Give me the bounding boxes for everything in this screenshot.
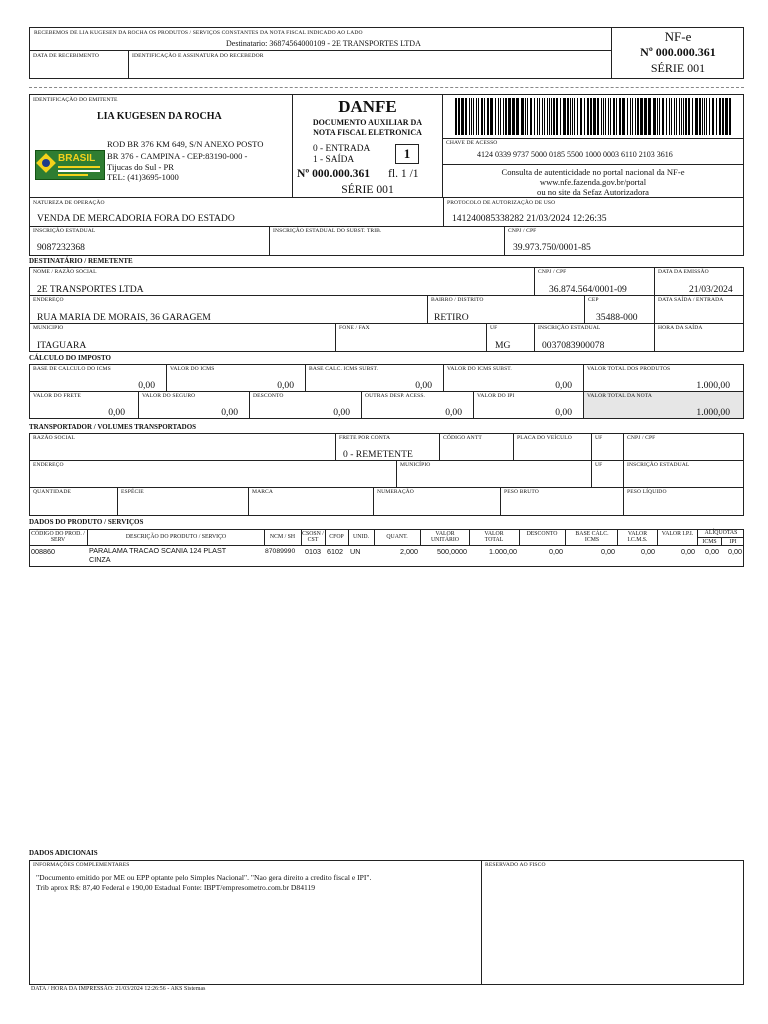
barcode-bar — [603, 98, 604, 135]
barcode-bar — [644, 98, 647, 135]
tr-quantidade-label: QUANTIDADE — [33, 489, 71, 495]
barcode-bar — [657, 98, 658, 135]
barcode-bar — [692, 98, 693, 135]
consulta-line-3: ou no site da Sefaz Autorizadora — [537, 187, 649, 197]
dest-fone-label: FONE / FAX — [339, 325, 370, 331]
barcode-bar — [630, 98, 631, 135]
barcode-bar — [560, 98, 561, 135]
th-aliquotas: ALÍQUOTAS — [704, 530, 738, 536]
imp-total-nota-value: 1.000,00 — [696, 407, 730, 418]
imp-frete-value: 0,00 — [108, 407, 125, 418]
ie-st-label: INSCRIÇÃO ESTADUAL DO SUBST. TRIB. — [273, 228, 382, 234]
dest-endereco: RUA MARIA DE MORAIS, 36 GARAGEM — [37, 312, 211, 323]
imp-ipi-value: 0,00 — [555, 407, 572, 418]
row-aliq-ipi: 0,00 — [728, 547, 742, 556]
imp-base-st-value: 0,00 — [415, 380, 432, 391]
barcode-bar — [637, 98, 639, 135]
reservado-fisco-box — [481, 860, 744, 985]
row-codigo: 008860 — [31, 547, 55, 556]
th-unid: UNID. — [353, 534, 369, 540]
dest-emissao: 21/03/2024 — [689, 284, 733, 295]
barcode-bar — [530, 98, 532, 135]
cnpj-emit-label: CNPJ / CPF — [508, 228, 537, 234]
chave-label: CHAVE DE ACESSO — [446, 140, 498, 146]
barcode-bar — [498, 98, 499, 135]
barcode-bar — [572, 98, 573, 135]
reservado-fisco-label: RESERVADO AO FISCO — [485, 862, 546, 868]
th-base-icms: BASE CÁLC. ICMS — [575, 531, 609, 544]
canhoto-ident-label: IDENTIFICAÇÃO E ASSINATURA DO RECEBEDOR — [132, 53, 264, 59]
row-base-icms: 0,00 — [601, 547, 615, 556]
row-ncm: 87089990 — [265, 548, 296, 555]
dest-uf-label: UF — [490, 325, 498, 331]
tr-razao-label: RAZÃO SOCIAL — [33, 435, 76, 441]
barcode-bar — [610, 98, 611, 135]
imp-ipi-label: VALOR DO IPI — [477, 393, 515, 399]
tr-especie-label: ESPÉCIE — [121, 489, 144, 495]
danfe-subtitle-1: DOCUMENTO AUXILIAR DA — [312, 118, 423, 127]
barcode-bar — [484, 98, 485, 135]
barcode-bar — [679, 98, 680, 135]
barcode-bar — [608, 98, 609, 135]
adicionais-section: DADOS ADICIONAIS — [29, 849, 98, 857]
canhoto-nfe: NF-e — [664, 29, 692, 44]
imp-base-st-label: BASE CALC. ICMS SUBST. — [309, 366, 379, 372]
tr-uf2-label: UF — [595, 462, 603, 468]
barcode-bar — [659, 98, 660, 135]
imp-icms-value: 0,00 — [277, 380, 294, 391]
barcode-bar — [584, 98, 585, 135]
danfe-tipo: 1 — [403, 146, 411, 161]
tr-ie-label: INSCRIÇÃO ESTADUAL — [627, 462, 690, 468]
barcode-bar — [539, 98, 540, 135]
th-valor-unitario: VALOR UNITÁRIO — [430, 531, 459, 544]
row-valor-icms: 0,00 — [641, 547, 655, 556]
row-desconto: 0,00 — [549, 547, 563, 556]
logo-globe — [42, 159, 50, 167]
dest-nome: 2E TRANSPORTES LTDA — [37, 284, 144, 295]
emitente-endereco-3: Tijucas do Sul - PR — [107, 162, 175, 172]
row-descricao-2: CINZA — [89, 555, 111, 564]
barcode-bar — [544, 98, 545, 135]
barcode-bar — [613, 98, 615, 135]
barcode-bar — [627, 98, 628, 135]
canhoto-recebemos: RECEBEMOS DE LIA KUGESEN DA ROCHA OS PRODUTOS / SERVIÇOS CONSTANTES DA NOTA FISCAL INDICADO AO LADO — [34, 30, 363, 36]
barcode-bar — [567, 98, 569, 135]
barcode-bar — [481, 98, 483, 135]
imp-total-nota-label: VALOR TOTAL DA NOTA — [587, 393, 652, 399]
barcode-bar — [597, 98, 599, 135]
th-quant: QUANT. — [386, 534, 408, 540]
natureza-value: VENDA DE MERCADORIA FORA DO ESTADO — [37, 213, 235, 224]
danfe-subtitle-2: NOTA FISCAL ELETRONICA — [313, 128, 422, 137]
dest-nome-label: NOME / RAZÃO SOCIAL — [33, 269, 97, 275]
th-valor-total: VALOR TOTAL — [484, 531, 504, 544]
barcode-bar — [465, 98, 467, 135]
barcode-bar — [725, 98, 728, 135]
info-complementares-label: INFORMAÇÕES COMPLEMENTARES — [33, 862, 130, 868]
imp-total-prod-value: 1.000,00 — [696, 380, 730, 391]
barcode-bar — [495, 98, 496, 135]
barcode-bar — [640, 98, 643, 135]
imp-icms-label: VALOR DO ICMS — [170, 366, 215, 372]
imp-outras-label: OUTRAS DESP. ACESS. — [365, 393, 426, 399]
barcode-bar — [537, 98, 538, 135]
barcode-bar — [716, 98, 717, 135]
row-valor-total: 1.000,00 — [489, 547, 517, 556]
tr-cnpj-label: CNPJ / CPF — [627, 435, 656, 441]
barcode-bar — [577, 98, 578, 135]
barcode-bar — [473, 98, 474, 135]
chave-value: 4124 0339 9737 5000 0185 5500 1000 0003 6110 2103 3616 — [477, 150, 673, 159]
barcode-bar — [622, 98, 625, 135]
dest-municipio-label: MUNICIPIO — [33, 325, 64, 331]
th-valor-ipi: VALOR I.P.I. — [661, 531, 694, 537]
tr-peso-liquido-label: PESO LÍQUIDO — [627, 489, 667, 495]
consulta-line-1: Consulta de autenticidade no portal nacional da NF-e — [501, 167, 685, 177]
dest-saida-label: DATA SAÍDA / ENTRADA — [658, 297, 724, 303]
logo-stripe-2 — [58, 170, 100, 172]
barcode-bar — [674, 98, 675, 135]
barcode-bar — [487, 98, 489, 135]
impressao-footer: DATA / HORA DA IMPRESSÃO: 21/03/2024 12:26:56 - AKS Sistemas — [31, 986, 206, 992]
barcode-bar — [505, 98, 507, 135]
barcode-bar — [699, 98, 701, 135]
dest-ie-label: INSCRIÇÃO ESTADUAL — [538, 325, 601, 331]
emitente-telefone: TEL: (41)3695-1000 — [107, 172, 179, 182]
barcode — [455, 98, 733, 135]
tr-antt-label: CÓDIGO ANTT — [443, 435, 482, 441]
imp-total-prod-label: VALOR TOTAL DOS PRODUTOS — [587, 366, 671, 372]
barcode-bar — [525, 98, 526, 135]
tr-uf-label: UF — [595, 435, 603, 441]
canhoto-numero: Nº 000.000.361 — [640, 45, 716, 59]
barcode-bar — [702, 98, 703, 135]
dest-endereco-label: ENDEREÇO — [33, 297, 64, 303]
barcode-bar — [669, 98, 670, 135]
dest-cnpj-label: CNPJ / CPF — [538, 269, 567, 275]
barcode-bar — [706, 98, 707, 135]
transportador-section: TRANSPORTADOR / VOLUMES TRANSPORTADOS — [29, 423, 197, 431]
barcode-bar — [662, 98, 664, 135]
imp-frete-label: VALOR DO FRETE — [33, 393, 81, 399]
danfe-serie: SÉRIE 001 — [341, 183, 394, 196]
tr-endereco-box — [29, 460, 397, 488]
barcode-bar — [685, 98, 687, 135]
barcode-bar — [461, 98, 464, 135]
barcode-bar — [666, 98, 667, 135]
barcode-bar — [458, 98, 460, 135]
row-quant: 2,000 — [400, 547, 418, 556]
imp-st-label: VALOR DO ICMS SUBST. — [447, 366, 512, 372]
barcode-bar — [476, 98, 477, 135]
th-desconto: DESCONTO — [526, 531, 558, 537]
tr-frete-label: FRETE POR CONTA — [339, 435, 391, 441]
dest-bairro-label: BAIRRO / DISTRITO — [431, 297, 484, 303]
th-aliq-icms: ICMS — [702, 539, 717, 545]
info-complementares-line-1: "Documento emitido por ME ou EPP optante pelo Simples Nacional". "Nao gera direito a credito fiscal e IPI". — [36, 873, 372, 882]
emitente-endereco-2: BR 376 - CAMPINA - CEP:83190-000 - — [107, 151, 248, 161]
canhoto-data-label: DATA DE RECEBIMENTO — [33, 53, 99, 59]
barcode-bar — [601, 98, 602, 135]
barcode-bar — [534, 98, 535, 135]
canhoto-destinatario: Destinatario: 36874564000109 - 2E TRANSPORTES LTDA — [226, 39, 421, 48]
th-descricao: DESCRIÇÃO DO PRODUTO / SERVIÇO — [125, 534, 227, 540]
imp-st-value: 0,00 — [555, 380, 572, 391]
barcode-bar — [632, 98, 633, 135]
cut-line — [29, 87, 744, 88]
barcode-bar — [549, 98, 550, 135]
barcode-bar — [471, 98, 472, 135]
barcode-bar — [570, 98, 571, 135]
imp-desconto-value: 0,00 — [333, 407, 350, 418]
dest-uf: MG — [495, 340, 511, 351]
imp-seguro-value: 0,00 — [221, 407, 238, 418]
barcode-bar — [688, 98, 690, 135]
th-aliq-ipi: IPI — [729, 539, 737, 545]
row-aliq-icms: 0,00 — [705, 547, 719, 556]
barcode-bar — [508, 98, 511, 135]
tr-marca-label: MARCA — [252, 489, 274, 495]
imp-base-label: BASE DE CALCULO DO ICMS — [33, 366, 111, 372]
th-csosn: CSOSN / CST — [302, 531, 324, 544]
imp-seguro-label: VALOR DO SEGURO — [142, 393, 196, 399]
consulta-divider — [442, 164, 744, 165]
danfe-saida: 1 - SAÍDA — [313, 155, 355, 165]
emitente-label: IDENTIFICAÇÃO DO EMITENTE — [33, 97, 118, 103]
imp-desconto-label: DESCONTO — [253, 393, 284, 399]
barcode-bar — [516, 98, 519, 135]
emitente-logo — [35, 150, 105, 180]
th-cfop: CFOP — [329, 534, 344, 540]
dest-bairro: RETIRO — [434, 312, 469, 323]
barcode-bar — [722, 98, 724, 135]
row-valor-unitario: 500,0000 — [437, 547, 467, 556]
barcode-bar — [553, 98, 555, 135]
barcode-bar — [619, 98, 621, 135]
barcode-bar — [653, 98, 656, 135]
tr-frete-value: 0 - REMETENTE — [343, 449, 413, 460]
ie-label: INSCRIÇÃO ESTADUAL — [33, 228, 96, 234]
tr-numeracao-label: NUMERAÇÃO — [377, 489, 414, 495]
barcode-bar — [681, 98, 682, 135]
tr-peso-bruto-label: PESO BRUTO — [504, 489, 539, 495]
th-valor-icms: VALOR I.C.M.S. — [627, 531, 648, 544]
row-unid: UN — [350, 547, 361, 556]
row-cfop: 6102 — [327, 547, 343, 556]
emitente-endereco-1: ROD BR 376 KM 649, S/N ANEXO POSTO — [107, 139, 264, 149]
barcode-bar — [587, 98, 589, 135]
dest-cnpj: 36.874.564/0001-09 — [549, 284, 627, 295]
dest-hora-label: HORA DA SAÍDA — [658, 325, 703, 331]
barcode-bar — [676, 98, 677, 135]
imp-base-value: 0,00 — [138, 380, 155, 391]
barcode-bar — [580, 98, 582, 135]
barcode-bar — [547, 98, 548, 135]
chave-divider — [442, 138, 744, 139]
logo-stripe-3 — [58, 174, 88, 176]
dest-cep-label: CEP — [588, 297, 599, 303]
canhoto-divider — [29, 50, 612, 51]
barcode-bar — [556, 98, 558, 135]
barcode-bar — [729, 98, 731, 135]
th-codigo: CÓDIGO DO PROD. / SERV — [31, 531, 85, 544]
row-csosn: 0103 — [305, 547, 321, 556]
barcode-bar — [712, 98, 714, 135]
logo-stripe — [58, 166, 100, 168]
th-ncm: NCM / SH — [269, 534, 296, 540]
danfe-title: DANFE — [338, 97, 397, 116]
row-valor-ipi: 0,00 — [681, 547, 695, 556]
barcode-bar — [635, 98, 636, 135]
barcode-bar — [590, 98, 592, 135]
danfe-folha: fl. 1 /1 — [388, 167, 419, 180]
tr-municipio-label: MUNICÍPIO — [400, 462, 431, 468]
barcode-bar — [719, 98, 721, 135]
barcode-bar — [503, 98, 504, 135]
ie-value: 9087232368 — [37, 242, 85, 253]
dest-emissao-label: DATA DA EMISSÃO — [658, 269, 709, 275]
barcode-bar — [695, 98, 698, 135]
barcode-bar — [478, 98, 479, 135]
canhoto-vertical-2 — [128, 50, 129, 79]
barcode-bar — [563, 98, 566, 135]
logo-text: BRASIL — [58, 153, 96, 164]
consulta-line-2: www.nfe.fazenda.gov.br/portal — [539, 177, 647, 187]
barcode-bar — [455, 98, 457, 135]
barcode-bar — [521, 98, 524, 135]
protocolo-value: 141240085338282 21/03/2024 12:26:35 — [452, 213, 607, 224]
tr-placa-label: PLACA DO VEÍCULO — [517, 435, 572, 441]
danfe-entrada: 0 - ENTRADA — [313, 144, 371, 154]
barcode-bar — [648, 98, 651, 135]
produtos-section: DADOS DO PRODUTO / SERVIÇOS — [29, 518, 144, 526]
dest-ie: 0037083900078 — [542, 340, 605, 351]
barcode-bar — [704, 98, 705, 135]
row-descricao-1: PARALAMA TRACAO SCANIA 124 PLAST — [89, 546, 227, 555]
barcode-bar — [574, 98, 575, 135]
barcode-bar — [527, 98, 528, 135]
imposto-section: CÁLCULO DO IMPOSTO — [29, 354, 111, 362]
barcode-bar — [490, 98, 493, 135]
barcode-bar — [551, 98, 552, 135]
barcode-bar — [542, 98, 543, 135]
barcode-bar — [593, 98, 596, 135]
danfe-numero: Nº 000.000.361 — [297, 167, 371, 180]
barcode-bar — [512, 98, 515, 135]
emitente-nome: LIA KUGESEN DA ROCHA — [97, 111, 222, 122]
barcode-bar — [683, 98, 684, 135]
dest-municipio: ITAGUARA — [37, 340, 87, 351]
imp-outras-value: 0,00 — [445, 407, 462, 418]
barcode-bar — [605, 98, 606, 135]
natureza-label: NATUREZA DE OPERAÇÃO — [33, 200, 105, 206]
barcode-bar — [671, 98, 672, 135]
barcode-bar — [709, 98, 710, 135]
canhoto-serie: SÉRIE 001 — [650, 61, 706, 75]
barcode-bar — [616, 98, 617, 135]
dest-cep: 35488-000 — [596, 312, 638, 323]
tr-endereco-label: ENDEREÇO — [33, 462, 64, 468]
destinatario-section: DESTINATÁRIO / REMETENTE — [29, 257, 133, 265]
info-complementares-line-2: Trib aprox R$: 87,40 Federal e 190,00 Estadual Fonte: IBPT/empresometro.com.br D84119 — [36, 883, 316, 892]
barcode-bar — [469, 98, 470, 135]
protocolo-label: PROTOCOLO DE AUTORIZAÇÃO DE USO — [447, 200, 556, 206]
barcode-bar — [500, 98, 501, 135]
cnpj-emit-value: 39.973.750/0001-85 — [513, 242, 591, 253]
